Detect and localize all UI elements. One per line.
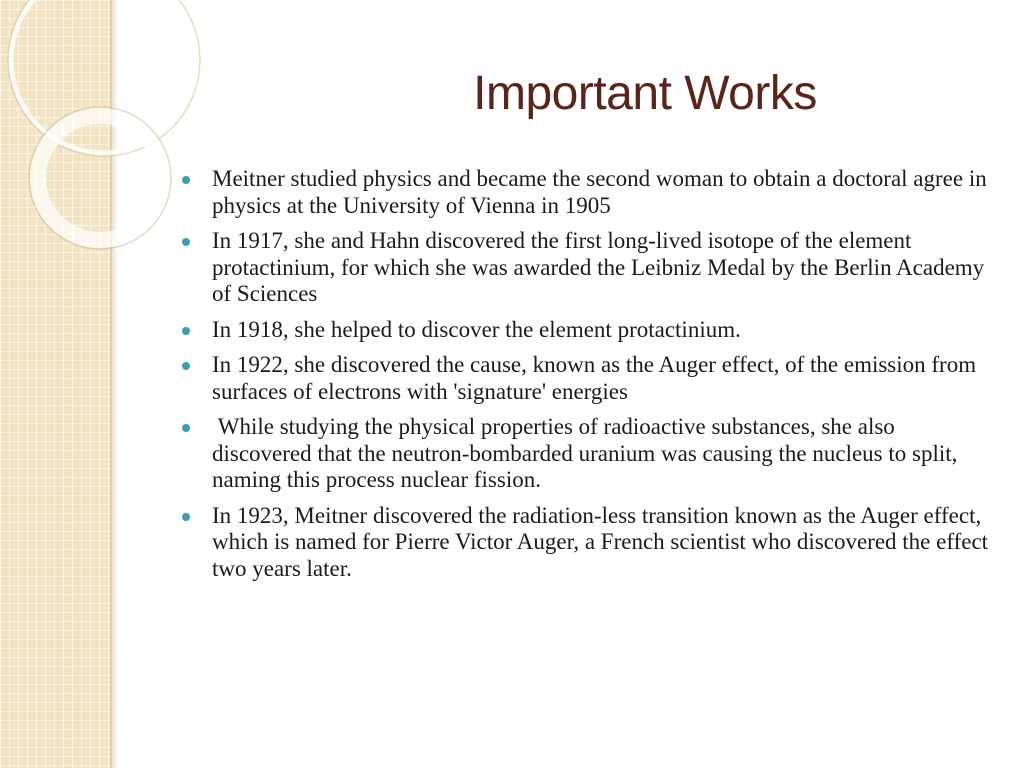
- bullet-text: In 1922, she discovered the cause, known as the Auger effect, of the emission from surfaces of electrons with 'signature' energies: [212, 352, 977, 404]
- slide-title: Important Works: [473, 67, 817, 120]
- bullet-dot-icon: [182, 238, 190, 246]
- ring-small: [38, 116, 162, 240]
- bullet-dot-icon: [182, 176, 190, 184]
- bullet-dot-icon: [182, 362, 190, 370]
- bullet-item: [180, 352, 1000, 405]
- bullet-list: [180, 166, 1000, 591]
- bullet-item: [180, 228, 1000, 308]
- bullet-text: In 1917, she and Hahn discovered the first long-lived isotope of the element protactinium, for which she was awarded the Leibniz Medal by the Berlin Academy of Sciences: [212, 228, 985, 306]
- bullet-text: In 1923, Meitner discovered the radiation-less transition known as the Auger effect, which is named for Pierre Victor Auger, a French scientist who discovered the effect two years later.: [212, 502, 989, 581]
- bullet-text: In 1918, she helped to discover the element protactinium.: [212, 316, 741, 342]
- bullet-item: [180, 414, 1000, 494]
- ring-small-shadow: [29, 107, 171, 249]
- bullet-item: [180, 166, 1000, 219]
- bullet-item: [180, 317, 1000, 344]
- bullet-dot-icon: [182, 327, 190, 335]
- bullet-dot-icon: [182, 513, 190, 521]
- decorative-rings: [0, 0, 130, 260]
- ring-large-shadow: [8, 0, 200, 156]
- bullet-dot-icon: [182, 424, 190, 432]
- bullet-text: While studying the physical properties of radioactive substances, she also discovered that the neutron-bombarded uranium was causing the nucleus to split, naming this process nuclear fission.: [212, 414, 964, 492]
- bullet-item: [180, 503, 1000, 583]
- bullet-text: Meitner studied physics and became the second woman to obtain a doctoral agree in physics at the University of Vienna in 1905: [212, 166, 987, 218]
